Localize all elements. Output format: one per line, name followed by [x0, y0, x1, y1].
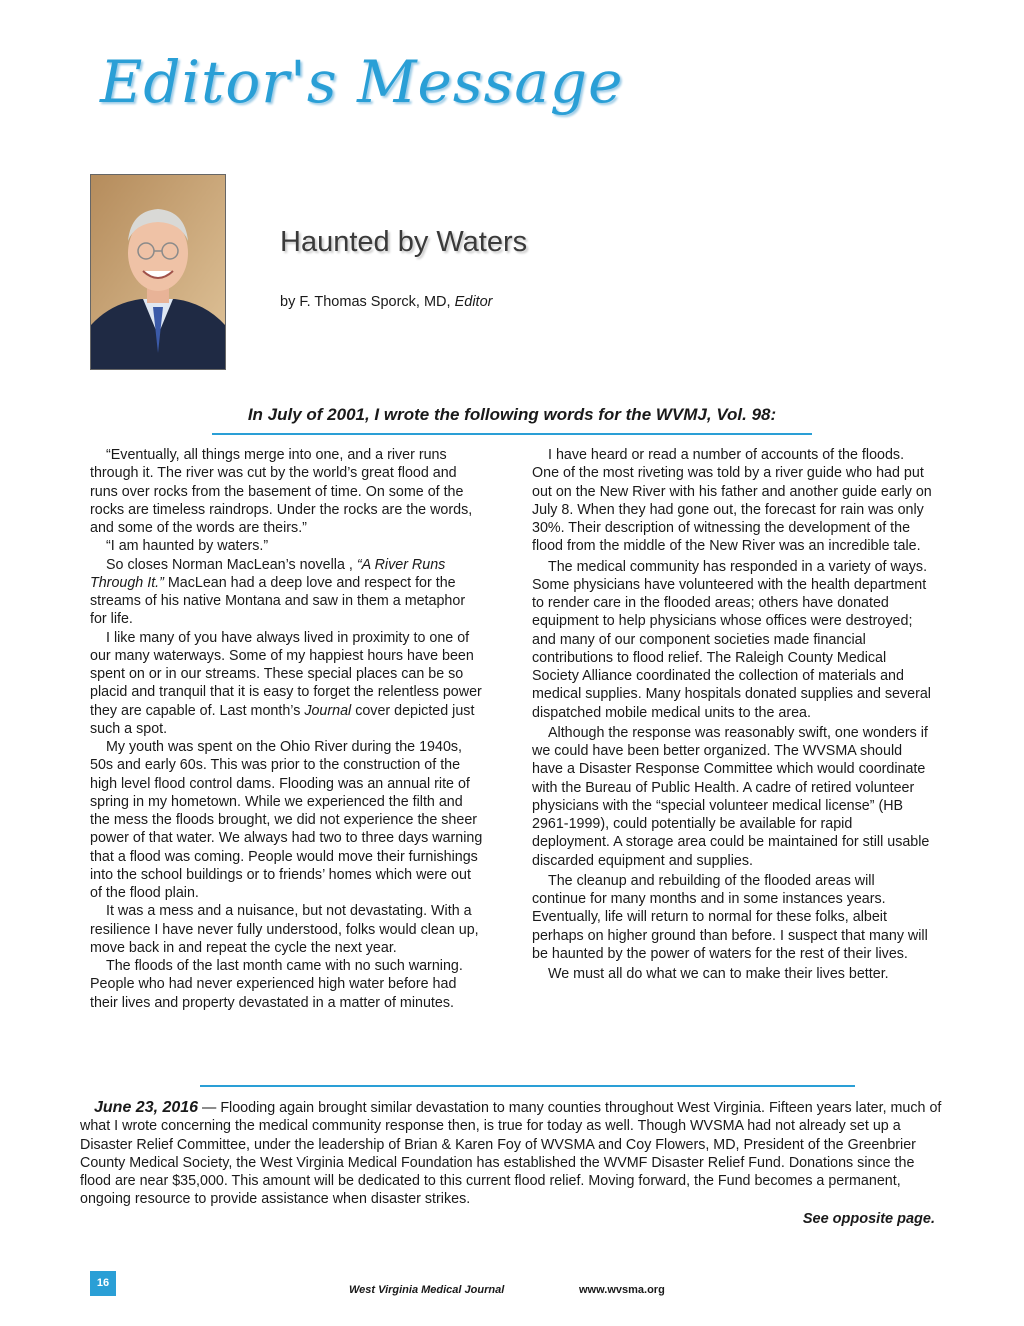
byline [280, 294, 492, 310]
paragraph: The cleanup and rebuilding of the flooded areas will continue for many months and in some instances years. Eventually, life will return to normal for these folks, albeit perhaps on higher ground than before. I suspect that many will be haunted by the power of waters for the rest of their lives. [532, 872, 928, 962]
novella-title: “A River Runs Through It.” [90, 556, 446, 591]
intro-line: In July of 2001, I wrote the following words for the WVMJ, Vol. 98: [247, 405, 777, 424]
paragraph: The floods of the last month came with no such warning. People who had never experienced high water before had their lives and property devastated in a matter of minutes. [90, 958, 463, 1011]
paragraph: The medical community has responded in a variety of ways. Some physicians have volunteered with the health department to render care in the flooded areas; others have donated equipment to help physicians whose offices were destroyed; and many of our component societies made financial contributions to flood relief. The Raleigh County Medical Society Alliance coordinated the collection of materials and medical supplies. Many hospitals donated supplies and several dispatched mobile medical units to the area. [532, 558, 931, 721]
footer-journal-name: West Virginia Medical Journal [349, 1284, 505, 1296]
byline-role: Editor [454, 294, 493, 310]
paragraph: We must all do what we can to make their lives better. [548, 966, 889, 982]
left-column [90, 446, 485, 1012]
paragraph: It was a mess and a nuisance, but not devastating. With a resilience I have never fully understood, folks would clean up, move back in and repeat the cycle the next year. [90, 903, 479, 956]
proximity-text-after: cover depicted just such a spot. [90, 702, 475, 737]
update-text: — Flooding again brought similar devastation to many counties throughout West Virginia. Fifteen years later, much of what I wrote concerning the medical community response then, is true for today as well. Though WVSMA had not already set up a Disaster Relief Committee, under the leadership of Brian & Karen Foy of WVSMA and Coy Flowers, MD, President of the Greenbrier County Medical Society, the West Virginia Medical Foundation has established the WVMF Disaster Relief Fund. Donations since the flood are near $35,000. This amount will be dedicated to this current flood relief. Moving forward, the Fund becomes a permanent, ongoing resource to provide assistance when disaster strikes. [80, 1100, 942, 1208]
proximity-paragraph [90, 629, 485, 739]
see-opposite-page: See opposite page. [802, 1211, 935, 1227]
novella-paragraph [90, 556, 485, 629]
page-number: 16 [90, 1271, 116, 1296]
article-title: Haunted by Waters [280, 226, 528, 258]
novella-text-before: So closes Norman MacLean’s novella , [106, 556, 357, 573]
quote-paragraph: “Eventually, all things merge into one, and a river runs through it. The river was cut by the world’s great flood and runs over rocks from the basement of time. On some of the rocks are timeless raindrops. Under the rocks are the words, and some of the words are theirs.” [90, 447, 473, 536]
paragraph: Although the response was reasonably swift, one wonders if we could have been better organized. The WVSMA should have a Disaster Response Committee which would coordinate with the Bureau of Public Health. A cadre of retired volunteer physicians with the “special volunteer medical license” (HB 2961-1999), could potentially be available for rapid deployment. A storage area could be maintained for still usable discarded equipment and supplies. [532, 724, 930, 869]
journal-name: Journal [304, 702, 352, 719]
byline-author: by F. Thomas Sporck, MD, [280, 294, 451, 310]
author-portrait [90, 174, 226, 370]
proximity-text-before: I like many of you have always lived in proximity to one of our many waterways. Some of my happiest hours have been spent on or in our streams. These special places can be so placid and tranquil that it is easy to forget the relentless power they are capable of. Last month’s [90, 629, 482, 719]
novella-text-after: MacLean had a deep love and respect for the streams of his native Montana and saw in them a metaphor for life. [90, 574, 466, 628]
intro-divider [212, 433, 812, 435]
update-divider [200, 1085, 855, 1087]
paragraph: My youth was spent on the Ohio River during the 1940s, 50s and early 60s. This was prior to the construction of the high level flood control dams. Flooding was an annual rite of spring in my hometown. While we experienced the filth and the mess the floods brought, we did not experience the sheer power of that water. We always had two to three days warning that a flood was coming. People would move their furnishings into the school buildings or to friends’ homes which were out of the flood plain. [90, 739, 483, 901]
quote-line: “I am haunted by waters.” [106, 538, 269, 555]
footer-url: www.wvsma.org [579, 1284, 665, 1296]
right-column [532, 446, 932, 983]
update-date: June 23, 2016 [94, 1099, 199, 1116]
section-banner: Editor's Message [100, 48, 624, 116]
update-paragraph [80, 1099, 945, 1209]
paragraph: I have heard or read a number of accounts of the floods. One of the most riveting was told by a river guide who had put out on the New River with his father and another guide early on July 8. When they had gone out, the forecast for rain was only 30%. Their description of witnessing the development of the flood from the middle of the New River was an incredible tale. [532, 447, 932, 555]
